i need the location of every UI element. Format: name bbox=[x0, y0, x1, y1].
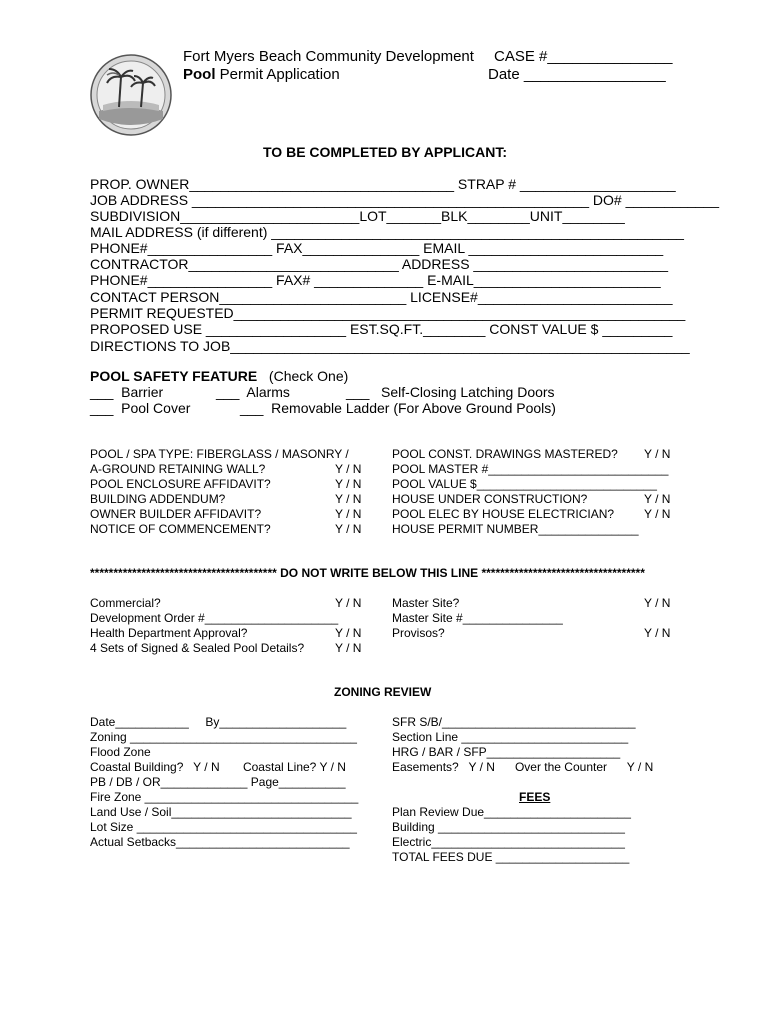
house-construction-yn[interactable]: Y / N bbox=[644, 492, 671, 506]
zoning-date-by-field[interactable]: Date___________ By___________________ bbox=[90, 715, 347, 729]
land-use-field[interactable]: Land Use / Soil___________________________ bbox=[90, 805, 352, 819]
master-site-label: Master Site? bbox=[392, 596, 460, 610]
house-permit-field[interactable]: HOUSE PERMIT NUMBER_______________ bbox=[392, 522, 639, 536]
retaining-wall-yn[interactable]: Y / N bbox=[335, 462, 362, 476]
total-fees-field[interactable]: TOTAL FEES DUE ____________________ bbox=[392, 850, 630, 864]
drawings-mastered-yn[interactable]: Y / N bbox=[644, 447, 671, 461]
master-site-number-field[interactable]: Master Site #_______________ bbox=[392, 611, 563, 625]
zoning-field[interactable]: Zoning __________________________________ bbox=[90, 730, 357, 744]
zoning-review-heading: ZONING REVIEW bbox=[334, 685, 432, 699]
health-dept-yn[interactable]: Y / N bbox=[335, 626, 362, 640]
removable-ladder-option[interactable]: ___ Removable Ladder (For Above Ground Pools) bbox=[240, 400, 556, 416]
lot-size-field[interactable]: Lot Size _________________________________ bbox=[90, 820, 357, 834]
provisos-yn[interactable]: Y / N bbox=[644, 626, 671, 640]
contractor-phone-field[interactable]: PHONE#________________ FAX# ______________ E-MAIL________________________ bbox=[90, 272, 661, 288]
safety-feature-title: POOL SAFETY FEATURE bbox=[90, 368, 258, 384]
do-not-write-divider: **************************************** DO NOT WRITE BELOW THIS LINE *********************************** bbox=[90, 566, 645, 580]
contact-person-field[interactable]: CONTACT PERSON________________________ LICENSE#_________________________ bbox=[90, 289, 673, 305]
pool-elec-label: POOL ELEC BY HOUSE ELECTRICIAN? bbox=[392, 507, 615, 521]
case-number-field[interactable]: CASE #_______________ bbox=[494, 48, 673, 65]
form-title: Fort Myers Beach Community Development bbox=[183, 48, 474, 65]
enclosure-affidavit-label: POOL ENCLOSURE AFFIDAVIT? bbox=[90, 477, 271, 491]
plan-review-due-field[interactable]: Plan Review Due______________________ bbox=[392, 805, 631, 819]
pb-db-or-field[interactable]: PB / DB / OR_____________ Page__________ bbox=[90, 775, 346, 789]
building-addendum-yn[interactable]: Y / N bbox=[335, 492, 362, 506]
commercial-label: Commercial? bbox=[90, 596, 161, 610]
subdivision-field[interactable]: SUBDIVISION_______________________LOT_______BLK________UNIT________ bbox=[90, 208, 625, 224]
pool-spa-type-label: POOL / SPA TYPE: FIBERGLASS / MASONRY / bbox=[90, 447, 349, 461]
actual-setbacks-field[interactable]: Actual Setbacks__________________________ bbox=[90, 835, 350, 849]
provisos-label: Provisos? bbox=[392, 626, 445, 640]
building-addendum-label: BUILDING ADDENDUM? bbox=[90, 492, 226, 506]
house-construction-label: HOUSE UNDER CONSTRUCTION? bbox=[392, 492, 588, 506]
owner-builder-label: OWNER BUILDER AFFIDAVIT? bbox=[90, 507, 262, 521]
date-field[interactable]: Date _________________ bbox=[488, 66, 666, 83]
self-closing-doors-option[interactable]: ___ Self-Closing Latching Doors bbox=[346, 384, 555, 400]
coastal-field[interactable]: Coastal Building? Y / N Coastal Line? Y / N bbox=[90, 760, 346, 774]
enclosure-affidavit-yn[interactable]: Y / N bbox=[335, 477, 362, 491]
electric-fee-field[interactable]: Electric_____________________________ bbox=[392, 835, 625, 849]
safety-feature-heading bbox=[90, 368, 348, 384]
contractor-field[interactable]: CONTRACTOR___________________________ ADDRESS _________________________ bbox=[90, 256, 669, 272]
notice-commencement-yn[interactable]: Y / N bbox=[335, 522, 362, 536]
notice-commencement-label: NOTICE OF COMMENCEMENT? bbox=[90, 522, 271, 536]
sfr-sb-field[interactable]: SFR S/B/_____________________________ bbox=[392, 715, 636, 729]
permit-requested-field[interactable]: PERMIT REQUESTED__________________________________________________________ bbox=[90, 305, 686, 321]
pool-details-yn[interactable]: Y / N bbox=[335, 641, 362, 655]
form-subtitle bbox=[183, 66, 340, 83]
pool-label: Pool bbox=[183, 66, 216, 83]
pool-elec-yn[interactable]: Y / N bbox=[644, 507, 671, 521]
health-dept-label: Health Department Approval? bbox=[90, 626, 248, 640]
hrg-bar-sfp-field[interactable]: HRG / BAR / SFP____________________ bbox=[392, 745, 621, 759]
mail-address-field[interactable]: MAIL ADDRESS (if different) _____________________________________________________ bbox=[90, 224, 684, 240]
drawings-mastered-label: POOL CONST. DRAWINGS MASTERED? bbox=[392, 447, 618, 461]
section-line-field[interactable]: Section Line _________________________ bbox=[392, 730, 629, 744]
job-address-field[interactable]: JOB ADDRESS ___________________________________________________ DO# ____________ bbox=[90, 192, 720, 208]
building-fee-field[interactable]: Building ____________________________ bbox=[392, 820, 625, 834]
easements-field[interactable]: Easements? Y / N Over the Counter Y / N bbox=[392, 760, 654, 774]
retaining-wall-label: A-GROUND RETAINING WALL? bbox=[90, 462, 266, 476]
flood-zone-field[interactable]: Flood Zone bbox=[90, 745, 151, 759]
alarms-option[interactable]: ___ Alarms bbox=[216, 384, 290, 400]
fire-zone-field[interactable]: Fire Zone ________________________________ bbox=[90, 790, 359, 804]
master-site-yn[interactable]: Y / N bbox=[644, 596, 671, 610]
proposed-use-field[interactable]: PROPOSED USE __________________ EST.SQ.FT.________ CONST VALUE $ _________ bbox=[90, 321, 673, 337]
fees-heading: FEES bbox=[519, 790, 551, 804]
pool-master-field[interactable]: POOL MASTER #___________________________ bbox=[392, 462, 669, 476]
barrier-option[interactable]: ___ Barrier bbox=[90, 384, 164, 400]
pool-value-field[interactable]: POOL VALUE $___________________________ bbox=[392, 477, 657, 491]
commercial-yn[interactable]: Y / N bbox=[335, 596, 362, 610]
directions-field[interactable]: DIRECTIONS TO JOB___________________________________________________________ bbox=[90, 338, 690, 354]
phone-fax-email-field[interactable]: PHONE#________________ FAX_______________ EMAIL _________________________ bbox=[90, 240, 664, 256]
owner-builder-yn[interactable]: Y / N bbox=[335, 507, 362, 521]
section-heading-applicant: TO BE COMPLETED BY APPLICANT: bbox=[263, 144, 507, 160]
pool-details-label: 4 Sets of Signed & Sealed Pool Details? bbox=[90, 641, 305, 655]
pool-cover-option[interactable]: ___ Pool Cover bbox=[90, 400, 191, 416]
development-order-field[interactable]: Development Order #____________________ bbox=[90, 611, 339, 625]
permit-application-label: Permit Application bbox=[215, 66, 340, 83]
prop-owner-field[interactable]: PROP. OWNER__________________________________ STRAP # ____________________ bbox=[90, 176, 676, 192]
town-seal-logo bbox=[80, 35, 164, 119]
check-one-label: (Check One) bbox=[268, 368, 349, 384]
